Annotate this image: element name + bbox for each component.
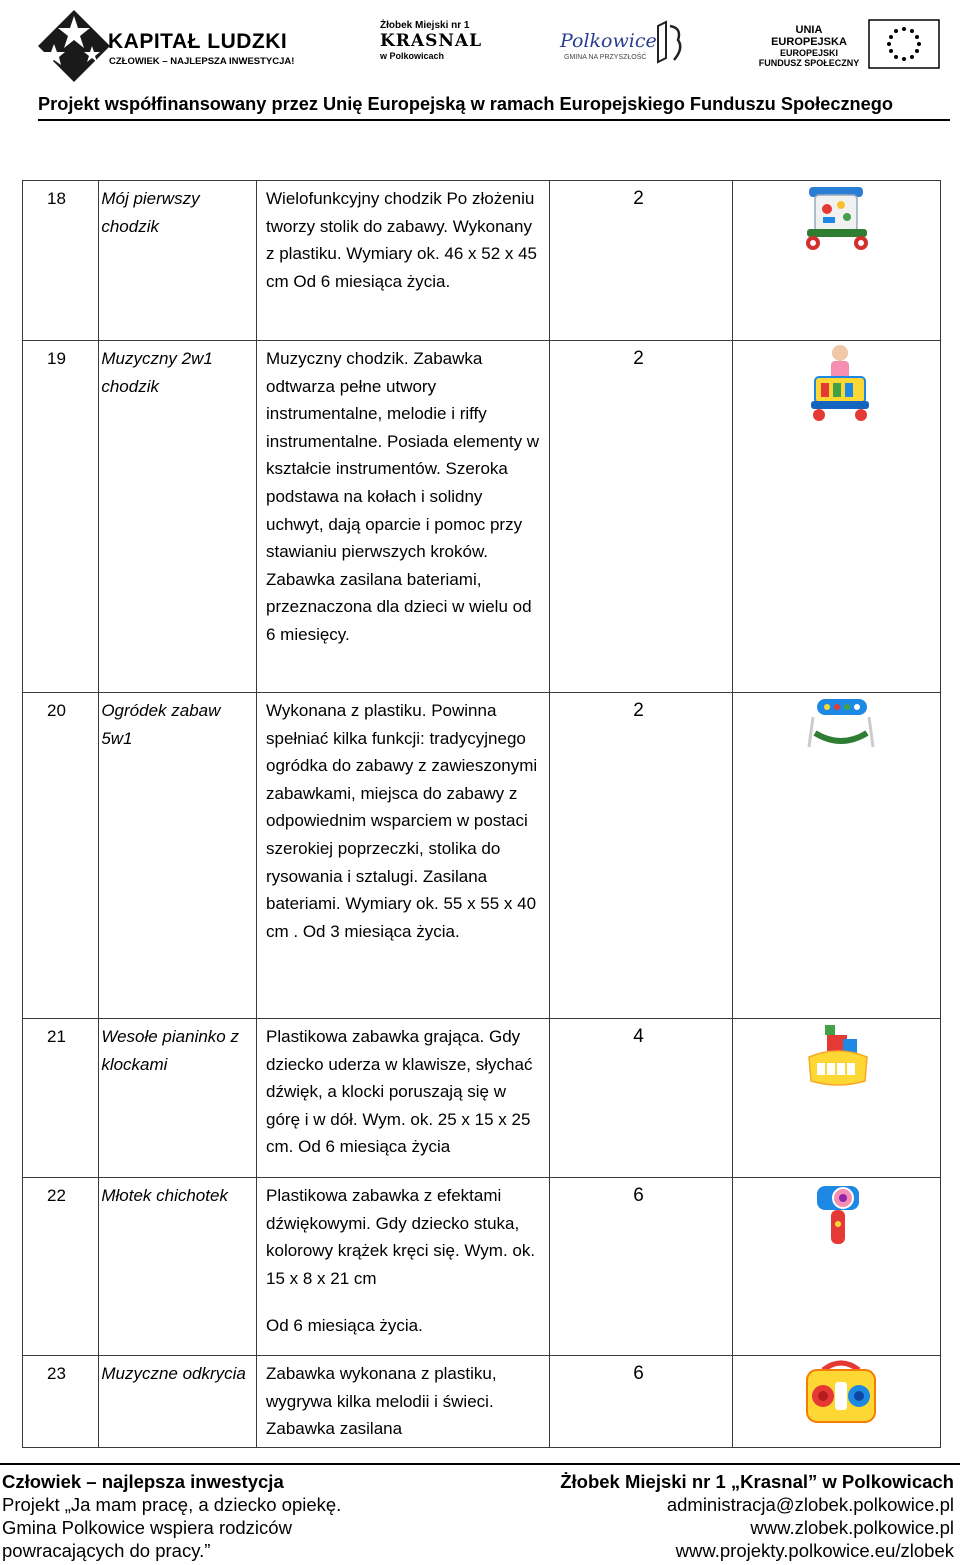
kapital-ludzki-subtitle: CZŁOWIEK – NAJLEPSZA INWESTYCJA! — [109, 56, 295, 67]
row-image-cell — [733, 341, 941, 693]
toy-quantity: 6 — [633, 1363, 644, 1384]
row-number: 23 — [47, 1364, 66, 1383]
toy-description-age: Od 6 miesiąca życia. — [266, 1316, 423, 1336]
row-description-cell — [257, 1019, 550, 1178]
row-number: 19 — [47, 349, 66, 368]
toy-table — [22, 180, 941, 1448]
piano-toy-image — [805, 1023, 871, 1091]
toy-quantity: 4 — [633, 1026, 644, 1047]
boombox-toy-image — [803, 1356, 879, 1428]
musical-walker-image — [807, 343, 873, 423]
table-row — [23, 1356, 941, 1448]
toy-description: Wykonana z plastiku. Powinna spełniać kilka funkcji: tradycyjnego ogródka do zabawy z zawieszonymi zabawkami, miejsca do zabawy z odpowiednim wsparciem w postaci szerokiej poprzeczki, stolika do rysowania i sztalugi. Zasilana bateriami. Wymiary ok. 55 x 55 x 40 cm . Od 3 miesiąca życia. — [266, 701, 538, 941]
row-number-cell — [23, 693, 99, 1019]
toy-description: Muzyczny chodzik. Zabawka odtwarza pełne utwory instrumentalne, melodie i riffy instrumentalne. Posiada elementy w kształcie instrumentów. Szeroka podstawa na kołach i solidny uchwyt, dają oparcie i pomoc przy stawianiu pierwszych kroków. Zabawka zasilana bateriami, przeznaczona dla dzieci w wielu od 6 miesięcy. — [266, 349, 540, 644]
toy-description: Zabawka wykonana z plastiku, wygrywa kilka melodii i świeci. Zabawka zasilana — [266, 1364, 497, 1439]
polkowice-mark-icon — [652, 18, 688, 68]
toy-name: Muzyczne odkrycia — [101, 1364, 246, 1383]
row-number: 22 — [47, 1186, 66, 1205]
footer-website: www.zlobek.polkowice.pl — [750, 1517, 954, 1538]
row-quantity-cell — [550, 1356, 733, 1448]
row-image-cell — [733, 1019, 941, 1178]
footer-project-line1: Projekt „Ja mam pracę, a dziecko opiekę. — [2, 1494, 342, 1515]
toy-name: Młotek chichotek — [101, 1186, 228, 1205]
polkowice-logo — [560, 16, 690, 72]
footer-institution: Żłobek Miejski nr 1 „Krasnal” w Polkowicach — [560, 1471, 954, 1492]
footer-email: administracja@zlobek.polkowice.pl — [666, 1494, 954, 1515]
row-number-cell — [23, 181, 99, 341]
row-name-cell — [99, 1019, 257, 1178]
page-header — [0, 0, 960, 125]
header-divider — [38, 119, 950, 121]
toy-name: Mój pierwszy chodzik — [101, 189, 200, 236]
toy-walker-image — [797, 181, 877, 253]
row-image-cell — [733, 693, 941, 1019]
row-description-cell — [257, 693, 550, 1019]
footer-project-website: www.projekty.polkowice.eu/zlobek — [675, 1540, 954, 1561]
row-name-cell — [99, 341, 257, 693]
row-number-cell — [23, 1178, 99, 1356]
table-row — [23, 181, 941, 341]
row-name-cell — [99, 181, 257, 341]
row-quantity-cell — [550, 1178, 733, 1356]
eu-text-line3: FUNDUSZ SPOŁECZNY — [758, 58, 860, 68]
polkowice-logo-name: Polkowice — [560, 30, 657, 52]
table-row — [23, 1178, 941, 1356]
zlobek-logo-line1: Żłobek Miejski nr 1 — [380, 20, 470, 31]
toy-quantity: 2 — [633, 348, 644, 369]
eu-flag-icon — [868, 19, 940, 69]
row-image-cell — [733, 1178, 941, 1356]
toy-name: Muzyczny 2w1 chodzik — [101, 349, 213, 396]
row-description-cell — [257, 1178, 550, 1356]
footer-right — [560, 1470, 954, 1562]
eu-text-line1: UNIA EUROPEJSKA — [771, 24, 847, 48]
row-description-cell — [257, 341, 550, 693]
hammer-toy-image — [813, 1180, 863, 1250]
footer-left — [2, 1470, 341, 1562]
toy-name: Wesołe pianinko z klockami — [101, 1027, 239, 1074]
row-quantity-cell — [550, 181, 733, 341]
row-name-cell — [99, 1178, 257, 1356]
row-number: 20 — [47, 701, 66, 720]
footer-project-line2: Gmina Polkowice wspiera rodziców — [2, 1517, 292, 1538]
footer-divider — [0, 1463, 960, 1465]
toy-description: Wielofunkcyjny chodzik Po złożeniu tworzy stolik do zabawy. Wykonany z plastiku. Wymiary ok. 46 x 52 x 45 cm Od 6 miesiąca życia. — [266, 189, 538, 291]
toy-name: Ogródek zabaw 5w1 — [101, 701, 221, 748]
toy-quantity: 6 — [633, 1185, 644, 1206]
zlobek-logo-line3: w Polkowicach — [380, 51, 445, 61]
toy-quantity: 2 — [633, 700, 644, 721]
eu-text-block — [757, 24, 861, 68]
row-number: 18 — [47, 189, 66, 208]
kapital-ludzki-title: KAPITAŁ LUDZKI — [108, 30, 288, 53]
row-name-cell — [99, 1356, 257, 1448]
row-number: 21 — [47, 1027, 66, 1046]
footer-slogan: Człowiek – najlepsza inwestycja — [2, 1471, 284, 1492]
row-quantity-cell — [550, 341, 733, 693]
table-row — [23, 1019, 941, 1178]
table-row — [23, 341, 941, 693]
eu-text-line2: EUROPEJSKI — [779, 48, 839, 58]
zlobek-logo — [380, 20, 483, 68]
play-garden-image — [799, 695, 879, 753]
toy-description: Plastikowa zabawka grająca. Gdy dziecko uderza w klawisze, słychać dźwięk, a klocki poruszają się w górę i w dół. Wym. ok. 25 x 15 x 25 cm. Od 6 miesiąca życia — [266, 1027, 533, 1157]
row-description-cell — [257, 181, 550, 341]
row-number-cell — [23, 1356, 99, 1448]
zlobek-logo-line2: KRASNAL — [380, 31, 483, 51]
row-number-cell — [23, 1019, 99, 1178]
row-quantity-cell — [550, 1019, 733, 1178]
row-number-cell — [23, 341, 99, 693]
row-image-cell — [733, 1356, 941, 1448]
project-banner: Projekt współfinansowany przez Unię Europejską w ramach Europejskiego Funduszu Społecznego — [38, 94, 893, 114]
toy-quantity: 2 — [633, 188, 644, 209]
row-description-cell — [257, 1356, 550, 1448]
row-quantity-cell — [550, 693, 733, 1019]
row-name-cell — [99, 693, 257, 1019]
row-image-cell — [733, 181, 941, 341]
table-row — [23, 693, 941, 1019]
kapital-ludzki-logo-icon — [34, 6, 114, 84]
footer-project-line3: powracających do pracy.” — [2, 1540, 211, 1561]
polkowice-logo-subtitle: GMINA NA PRZYSZŁOŚĆ — [564, 54, 647, 61]
toy-description: Plastikowa zabawka z efektami dźwiękowymi. Gdy dziecko stuka, kolorowy krążek kręci się. Wym. ok. 15 x 8 x 21 cm — [266, 1186, 536, 1288]
